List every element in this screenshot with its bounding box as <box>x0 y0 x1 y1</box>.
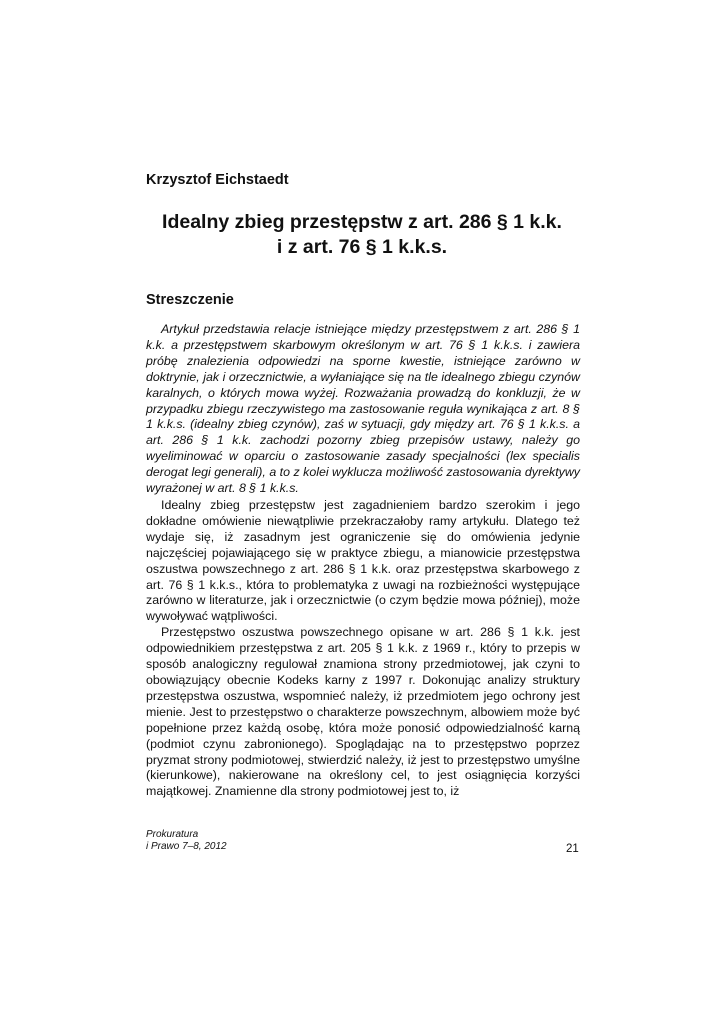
abstract-heading: Streszczenie <box>146 292 234 308</box>
title-line-1: Idealny zbieg przestępstw z art. 286 § 1 k.k. <box>162 211 562 233</box>
body-paragraph-1: Idealny zbieg przestępstw jest zagadnieniem bardzo szerokim i jego dokładne omówienie niewątpliwie przekraczałoby ramy artykułu. Dlatego też wydaje się, iż zasadnym jest ograniczenie się do omówienia jedynie najczęściej pojawiającego się w praktyce zbiegu, a mianowicie przestępstwa oszustwa powszechnego z art. 286 § 1 k.k. oraz przestępstwa skarbowego z art. 76 § 1 k.k.s., która to problematyka z uwagi na rozbieżności występujące zarówno w literaturze, jak i orzecznictwie (o czym będzie mowa później), może wywoływać wątpliwości. <box>146 498 580 624</box>
body-paragraph-2: Przestępstwo oszustwa powszechnego opisane w art. 286 § 1 k.k. jest odpowiednikiem przestępstwa z art. 205 § 1 k.k. z 1969 r., który to przepis w sposób analogiczny regulował znamiona strony przedmiotowej, jak czyni to obowiązujący obecnie Kodeks karny z 1997 r. Dokonując analizy struktury przestępstwa oszustwa, wspomnieć należy, iż przedmiotem jego ochrony jest mienie. Jest to przestępstwo o charakterze powszechnym, albowiem może być popełnione przez każdą osobę, która może ponosić odpowiedzialność karną (podmiot czynu zabronionego). Spoglądając na to przestępstwo poprzez pryzmat strony podmiotowej, stwierdzić należy, iż jest to przestępstwo umyślne (kierunkowe), nakierowane na określony cel, to jest osiągnięcia korzyści majątkowej. Znamienne dla strony podmiotowej jest to, iż <box>146 625 580 799</box>
abstract-text: Artykuł przedstawia relacje istniejące między przestępstwem z art. 286 § 1 k.k. a przestępstwem skarbowym określonym w art. 76 § 1 k.k.s. i zawiera próbę znalezienia odpowiedzi na sporne kwestie, istniejące zarówno w doktrynie, jak i orzecznictwie, a wyłaniające się na tle idealnego zbiegu czynów karalnych, o których mowa wyżej. Rozważania prowadzą do konkluzji, że w przypadku zbiegu rzeczywistego ma zastosowanie reguła wynikająca z art. 8 § 1 k.k.s. (idealny zbieg czynów), zaś w sytuacji, gdy między art. 76 § 1 k.k.s. a art. 286 § 1 k.k. zachodzi pozorny zbieg przepisów ustawy, należy go wyeliminować w oparciu o zastosowanie zasady specjalności (lex specialis derogat legi generali), a to z kolei wyklucza możliwość zastosowania dyrektywy wyrażonej w art. 8 § 1 k.k.s. <box>146 322 580 496</box>
author-name: Krzysztof Eichstaedt <box>146 172 289 188</box>
abstract-block <box>146 322 580 497</box>
article-title <box>100 210 624 260</box>
journal-issue: i Prawo 7–8, 2012 <box>146 841 227 852</box>
journal-name: Prokuratura <box>146 829 199 840</box>
title-line-2: i z art. 76 § 1 k.k.s. <box>276 236 448 258</box>
page-number: 21 <box>566 843 579 855</box>
body-text <box>146 498 580 800</box>
journal-footer <box>146 829 227 853</box>
